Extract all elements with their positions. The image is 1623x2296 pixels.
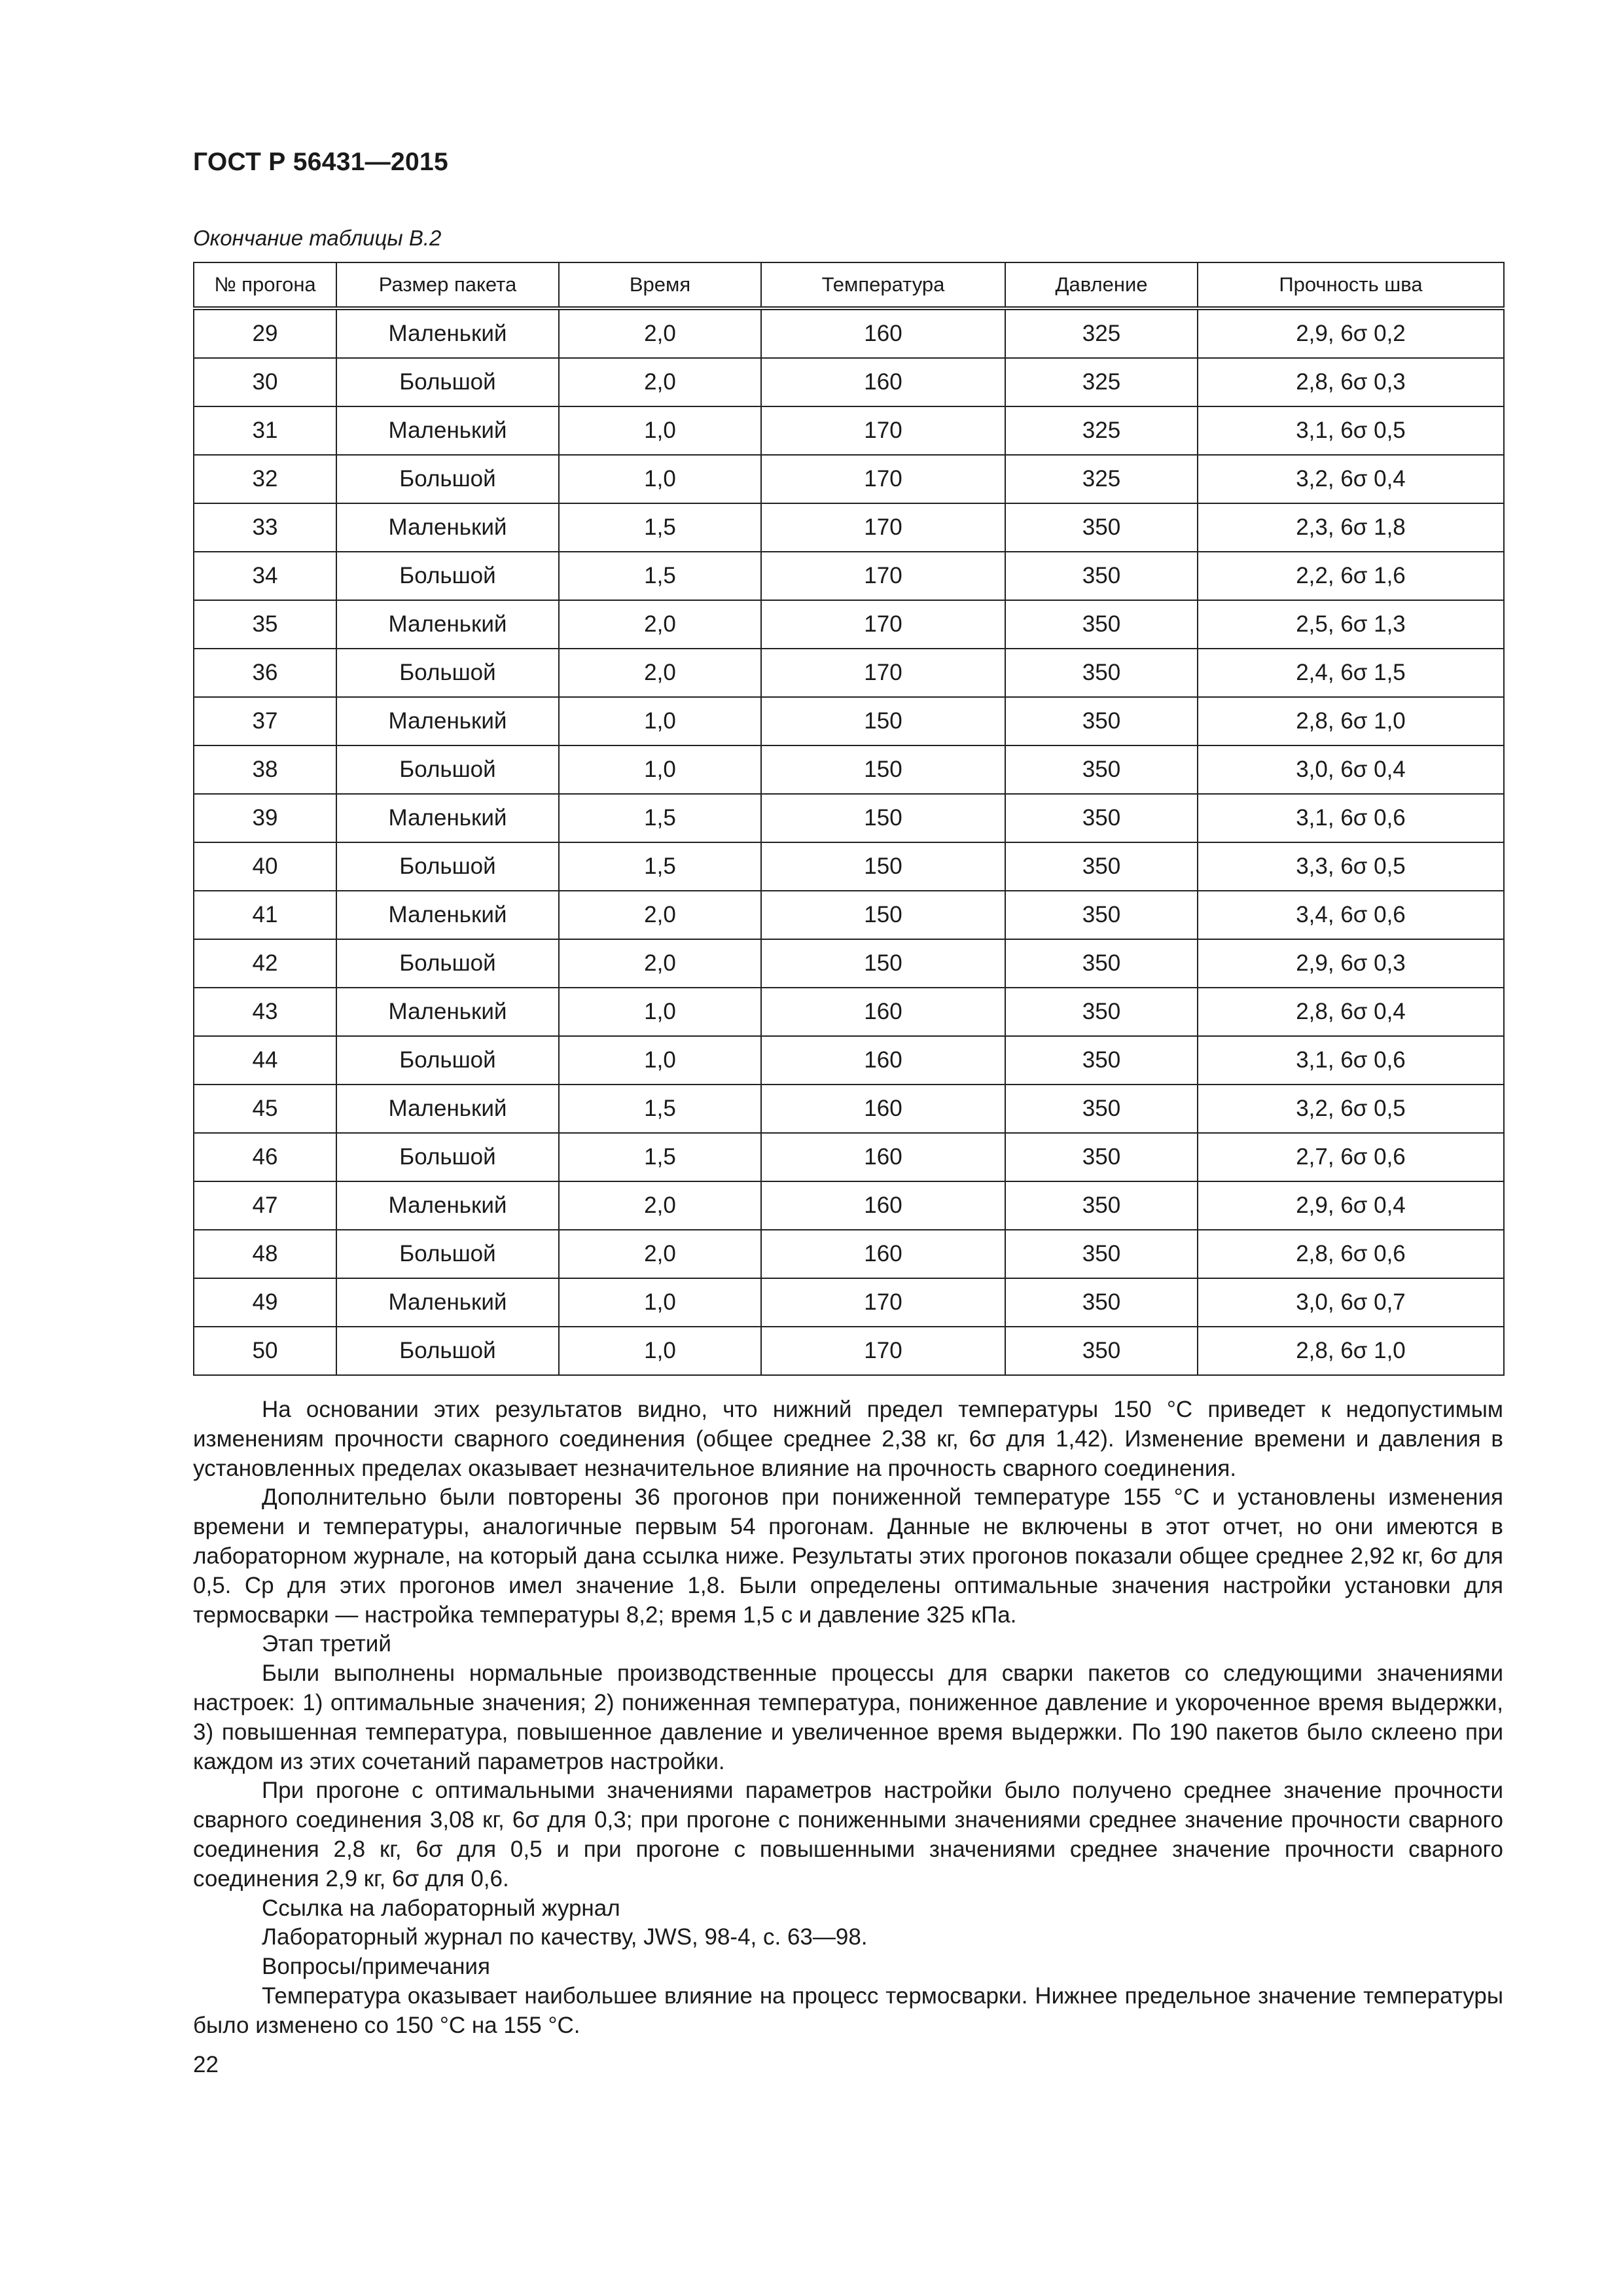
table-cell: 1,5	[559, 1085, 761, 1133]
table-cell: 1,5	[559, 503, 761, 552]
table-cell: 350	[1005, 552, 1198, 600]
table-cell: 2,7, 6σ 0,6	[1198, 1133, 1504, 1181]
table-cell: Большой	[336, 358, 559, 406]
table-cell: 150	[761, 745, 1005, 794]
table-cell: 160	[761, 1230, 1005, 1278]
table-cell: 350	[1005, 1133, 1198, 1181]
table-cell: 2,8, 6σ 1,0	[1198, 697, 1504, 745]
table-cell: Большой	[336, 1327, 559, 1375]
table-cell: 45	[194, 1085, 336, 1133]
table-cell: 3,2, 6σ 0,5	[1198, 1085, 1504, 1133]
table-cell: 33	[194, 503, 336, 552]
table-cell: 350	[1005, 1036, 1198, 1085]
table-cell: 170	[761, 406, 1005, 455]
table-row	[194, 649, 1504, 697]
column-header: Размер пакета	[336, 262, 559, 308]
table-row	[194, 455, 1504, 503]
table-cell: 2,0	[559, 358, 761, 406]
table-cell: 1,0	[559, 697, 761, 745]
table-cell: 170	[761, 649, 1005, 697]
table-cell: 31	[194, 406, 336, 455]
table-cell: 1,5	[559, 552, 761, 600]
table-cell: 2,9, 6σ 0,2	[1198, 308, 1504, 358]
data-table	[193, 262, 1505, 1376]
table-cell: Маленький	[336, 503, 559, 552]
table-row	[194, 794, 1504, 842]
table-cell: 3,4, 6σ 0,6	[1198, 891, 1504, 939]
paragraph: Были выполнены нормальные производственные процессы для сварки пакетов со следующими значениями настроек: 1) оптимальные значения; 2) пониженная температура, пониженное давление и укороченное время выдержки, 3) повышенная температура, повышенное давление и увеличенное время выдержки. По 190 пакетов было склеено при каждом из этих сочетаний параметров настройки.	[193, 1660, 1503, 1774]
paragraph: Лабораторный журнал по качеству, JWS, 98-4, с. 63—98.	[262, 1924, 868, 1950]
table-cell: 2,0	[559, 600, 761, 649]
table-cell: 3,2, 6σ 0,4	[1198, 455, 1504, 503]
table-cell: 325	[1005, 406, 1198, 455]
table-cell: 3,0, 6σ 0,4	[1198, 745, 1504, 794]
table-cell: Маленький	[336, 1181, 559, 1230]
table-cell: 350	[1005, 1085, 1198, 1133]
table-cell: 1,0	[559, 745, 761, 794]
table-cell: 3,0, 6σ 0,7	[1198, 1278, 1504, 1327]
table-cell: 2,3, 6σ 1,8	[1198, 503, 1504, 552]
table-cell: Большой	[336, 455, 559, 503]
table-cell: 350	[1005, 503, 1198, 552]
table-row	[194, 308, 1504, 358]
table-cell: Маленький	[336, 988, 559, 1036]
table-row	[194, 358, 1504, 406]
table-cell: Большой	[336, 1036, 559, 1085]
table-cell: 170	[761, 1327, 1005, 1375]
table-row	[194, 1327, 1504, 1375]
table-body	[194, 308, 1504, 1375]
table-cell: 47	[194, 1181, 336, 1230]
table-row	[194, 697, 1504, 745]
column-header: Прочность шва	[1198, 262, 1504, 308]
table-cell: 160	[761, 358, 1005, 406]
table-cell: Большой	[336, 649, 559, 697]
paragraph: При прогоне с оптимальными значениями параметров настройки было получено среднее значение прочности сварного соединения 3,08 кг, 6σ для 0,3; при прогоне с пониженными значениями среднее значение прочности сварного соединения 2,8 кг, 6σ для 0,5 и при прогоне с повышенными значениями среднее значение прочности сварного соединения 2,9 кг, 6σ для 0,6.	[193, 1778, 1503, 1892]
table-cell: 350	[1005, 1181, 1198, 1230]
table-cell: 41	[194, 891, 336, 939]
table-cell: 2,8, 6σ 0,3	[1198, 358, 1504, 406]
table-cell: Маленький	[336, 794, 559, 842]
table-row	[194, 891, 1504, 939]
table-cell: 2,0	[559, 939, 761, 988]
table-cell: 2,0	[559, 1181, 761, 1230]
table-cell: 2,8, 6σ 0,6	[1198, 1230, 1504, 1278]
table-cell: 350	[1005, 1230, 1198, 1278]
table-cell: 170	[761, 1278, 1005, 1327]
table-caption: Окончание таблицы В.2	[193, 226, 442, 250]
table-cell: Маленький	[336, 308, 559, 358]
table-cell: 350	[1005, 600, 1198, 649]
table-cell: 3,1, 6σ 0,6	[1198, 1036, 1504, 1085]
table-cell: 29	[194, 308, 336, 358]
table-cell: 2,9, 6σ 0,4	[1198, 1181, 1504, 1230]
table-cell: 32	[194, 455, 336, 503]
table-cell: 49	[194, 1278, 336, 1327]
table-cell: 1,0	[559, 455, 761, 503]
table-cell: 43	[194, 988, 336, 1036]
table-cell: 150	[761, 794, 1005, 842]
table-cell: 1,5	[559, 842, 761, 891]
table-cell: 160	[761, 1036, 1005, 1085]
table-cell: Большой	[336, 1230, 559, 1278]
table-cell: 1,0	[559, 988, 761, 1036]
column-header: Давление	[1005, 262, 1198, 308]
table-cell: 38	[194, 745, 336, 794]
table-row	[194, 1036, 1504, 1085]
table-row	[194, 939, 1504, 988]
table-row	[194, 1181, 1504, 1230]
table-row	[194, 745, 1504, 794]
table-cell: 2,2, 6σ 1,6	[1198, 552, 1504, 600]
table-cell: Маленький	[336, 697, 559, 745]
table-cell: 325	[1005, 358, 1198, 406]
table-cell: 160	[761, 1133, 1005, 1181]
table-cell: 1,0	[559, 1036, 761, 1085]
table-cell: 1,0	[559, 1278, 761, 1327]
paragraph: Ссылка на лабораторный журнал	[262, 1895, 620, 1921]
table-cell: Маленький	[336, 1278, 559, 1327]
page-number: 22	[193, 2052, 219, 2077]
table-cell: 3,1, 6σ 0,5	[1198, 406, 1504, 455]
table-cell: 325	[1005, 308, 1198, 358]
table-cell: 1,0	[559, 1327, 761, 1375]
table-cell: 150	[761, 842, 1005, 891]
table-row	[194, 1230, 1504, 1278]
table-row	[194, 842, 1504, 891]
table-cell: 46	[194, 1133, 336, 1181]
table-cell: 350	[1005, 745, 1198, 794]
table-cell: 2,0	[559, 891, 761, 939]
table-cell: 150	[761, 697, 1005, 745]
table-cell: 2,0	[559, 1230, 761, 1278]
table-row	[194, 1133, 1504, 1181]
table-cell: 350	[1005, 842, 1198, 891]
table-cell: 2,0	[559, 308, 761, 358]
table-row	[194, 1085, 1504, 1133]
table-cell: 350	[1005, 1278, 1198, 1327]
table-cell: 160	[761, 1085, 1005, 1133]
table-cell: 150	[761, 939, 1005, 988]
table-row	[194, 600, 1504, 649]
column-header: Температура	[761, 262, 1005, 308]
table-row	[194, 503, 1504, 552]
table-cell: 2,5, 6σ 1,3	[1198, 600, 1504, 649]
table-cell: Большой	[336, 552, 559, 600]
table-cell: 39	[194, 794, 336, 842]
paragraph: Вопросы/примечания	[262, 1954, 490, 1980]
table-cell: 170	[761, 455, 1005, 503]
table-cell: 325	[1005, 455, 1198, 503]
table-cell: 170	[761, 600, 1005, 649]
table-cell: 3,1, 6σ 0,6	[1198, 794, 1504, 842]
table-row	[194, 988, 1504, 1036]
table-cell: 160	[761, 308, 1005, 358]
table-cell: 2,4, 6σ 1,5	[1198, 649, 1504, 697]
table-row	[194, 406, 1504, 455]
table-cell: 160	[761, 1181, 1005, 1230]
document-header: ГОСТ Р 56431—2015	[193, 148, 448, 176]
table-cell: Маленький	[336, 600, 559, 649]
table-row	[194, 1278, 1504, 1327]
table-cell: 170	[761, 552, 1005, 600]
table-cell: 350	[1005, 697, 1198, 745]
table-cell: 350	[1005, 988, 1198, 1036]
table-cell: 1,5	[559, 794, 761, 842]
table-cell: 170	[761, 503, 1005, 552]
table-cell: Маленький	[336, 1085, 559, 1133]
table-cell: 350	[1005, 939, 1198, 988]
table-cell: 1,0	[559, 406, 761, 455]
table-header-row	[194, 262, 1504, 308]
table-cell: 160	[761, 988, 1005, 1036]
table-cell: 350	[1005, 794, 1198, 842]
table-cell: Большой	[336, 1133, 559, 1181]
table-cell: 36	[194, 649, 336, 697]
table-cell: 35	[194, 600, 336, 649]
table-cell: 42	[194, 939, 336, 988]
table-cell: Маленький	[336, 406, 559, 455]
table-cell: Большой	[336, 939, 559, 988]
table-cell: 2,8, 6σ 1,0	[1198, 1327, 1504, 1375]
table-cell: 350	[1005, 1327, 1198, 1375]
table-cell: 1,5	[559, 1133, 761, 1181]
table-cell: 2,8, 6σ 0,4	[1198, 988, 1504, 1036]
table-cell: 34	[194, 552, 336, 600]
table-cell: 30	[194, 358, 336, 406]
table-cell: 2,9, 6σ 0,3	[1198, 939, 1504, 988]
paragraph: Этап третий	[262, 1631, 391, 1657]
table-cell: 150	[761, 891, 1005, 939]
table-cell: 2,0	[559, 649, 761, 697]
table-cell: 48	[194, 1230, 336, 1278]
table-row	[194, 552, 1504, 600]
table-cell: 350	[1005, 891, 1198, 939]
table-cell: 44	[194, 1036, 336, 1085]
column-header: Время	[559, 262, 761, 308]
table-cell: 37	[194, 697, 336, 745]
table-cell: 350	[1005, 649, 1198, 697]
paragraph: Температура оказывает наибольшее влияние на процесс термосварки. Нижнее предельное значение температуры было изменено со 150 °C на 155 °C.	[193, 1982, 1503, 2038]
paragraph: Дополнительно были повторены 36 прогонов при пониженной температуре 155 °C и установлены изменения времени и температуры, аналогичные первым 54 прогонам. Данные не включены в этот отчет, но они имеются в лабораторном журнале, на который дана ссылка ниже. Результаты этих прогонов показали общее среднее 2,92 кг, 6σ для 0,5. Cp для этих прогонов имел значение 1,8. Были определены оптимальные значения настройки установки для термосварки — настройка температуры 8,2; время 1,5 с и давление 325 кПа.	[193, 1484, 1503, 1628]
table-cell: Большой	[336, 842, 559, 891]
table-cell: Маленький	[336, 891, 559, 939]
body-text	[193, 1395, 1503, 2041]
paragraph: На основании этих результатов видно, что нижний предел температуры 150 °C приведет к недопустимым изменениям прочности сварного соединения (общее среднее 2,38 кг, 6σ для 1,42). Изменение времени и давления в установленных пределах оказывает незначительное влияние на прочность сварного соединения.	[193, 1397, 1503, 1481]
column-header: № прогона	[194, 262, 336, 308]
table-cell: 3,3, 6σ 0,5	[1198, 842, 1504, 891]
table-cell: Большой	[336, 745, 559, 794]
table-cell: 50	[194, 1327, 336, 1375]
table-cell: 40	[194, 842, 336, 891]
